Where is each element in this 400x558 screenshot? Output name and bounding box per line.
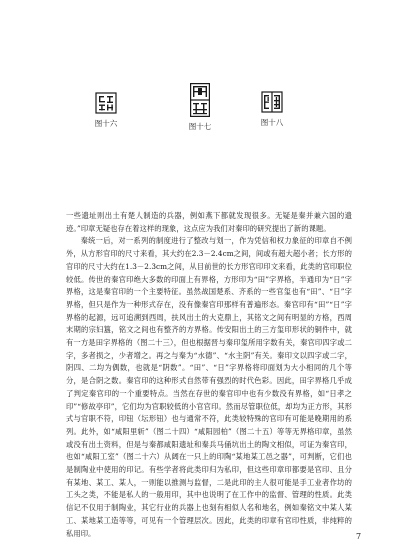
figure-16 bbox=[86, 92, 126, 129]
paragraph-2: 秦统一后，对一系列的制度进行了整改与划一，作为凭信和权力象征的印章自不例外，从方形官印的尺寸来看，其大约在2.3－2.4cm之间，间或有超大超小者；长方形的官印的尺寸大约在1.3－2.3cm之间，从目前世的长方形官印印文来看，此类的官印职位较低。传世的秦官印绝大多数的印面上有界格，方形印为“田”字界格，半通印为“日”字界格，这是秦官印的一个主要特征。虽然战国楚系、齐系的一些官玺也有“田”、“日”字界格，但只是作为一种形式存在，没有像秦官印那样有普遍形态。秦官印有“田”“日”字界格的起源，远可追溯到西周，扶风出土的大克鼎上，其铭文之间有明显的方格，西周末期的宗妇簋，铭文之间也有整齐的方界格。传安阳出土的三方玺印形状的铜件中，就有一方是田字界格的（图二十三），但也根据晋与秦印玺所用字数有关，秦官印四字或二字，多者损之，少者增之。再之与秦为“水德”、“水主阴”有关。秦印文以四字或二字，阴四、二均为偶数，也就是“阴数”。“田”、“日”字界格将印面划为大小相同的几个等分，是合阴之数。秦官印的这种形式自然带有强烈的时代色彩。因此，田字界格几乎成了判定秦官印的一个重要特点。当然在存世的秦官印中也有少数没有界格，如“日孝之印”“修故亭印”，它们均为官职较低的小官官印。然而尽管职位低，却均为正方形，其形式与官职不符，印钮（坛形钮）也与通常不符，此类较特殊的官印有可能是晚期用的系列。此外，如“咸阳里斩”（图二十四）“咸阳园柏”（图二十五）等等无界格印章，虽然或没有出土资料，但是与秦都咸阳遗址和秦兵马俑坑出土的陶文相似，可证为秦官印，也如“咸阳工室”（图二十六）从阔在一只上的印陶“某地某工邑之器”，可判断，它们也是制陶业中使用的印记。有些学者将此类印归为私印，但这些印章印都要是官印、且分有某地、某工、某人，一则能以推测与监督，二是此印的主人很可能是手工业者作坊的工头之类，不能是私人的一般用印，其中也说明了在工作中的监督、管理的性质。此类信记不仅用于制陶业，其它行业的兵器上也刻有相似人名和地名，例如秦铭文中某人某工、某地某工造等等，可见有一个管理层次。因此，此类的印章有官印性质，非纯粹的私用印。 bbox=[66, 236, 352, 538]
figure-17-caption: 图十七 bbox=[188, 122, 212, 131]
seal-impression-17 bbox=[190, 83, 210, 117]
seal-impression-18 bbox=[261, 91, 283, 113]
figure-18-caption: 图十八 bbox=[260, 118, 284, 127]
seal-impression-16 bbox=[95, 92, 117, 114]
page-number: 7 bbox=[356, 532, 362, 541]
figure-18 bbox=[252, 91, 292, 128]
paragraph-1: 一些遗址则出土有楚人制造的兵器，例如燕下都就发现很多。无疑是秦并兼六国的遗迹。”印章无疑也存在着这样的现象，这点应为我们对秦印的研究提出了新的课题。 bbox=[66, 211, 352, 233]
figure-16-caption: 图十六 bbox=[94, 119, 118, 128]
figure-row bbox=[0, 0, 400, 175]
figure-17 bbox=[180, 83, 220, 132]
body-text bbox=[66, 210, 352, 540]
